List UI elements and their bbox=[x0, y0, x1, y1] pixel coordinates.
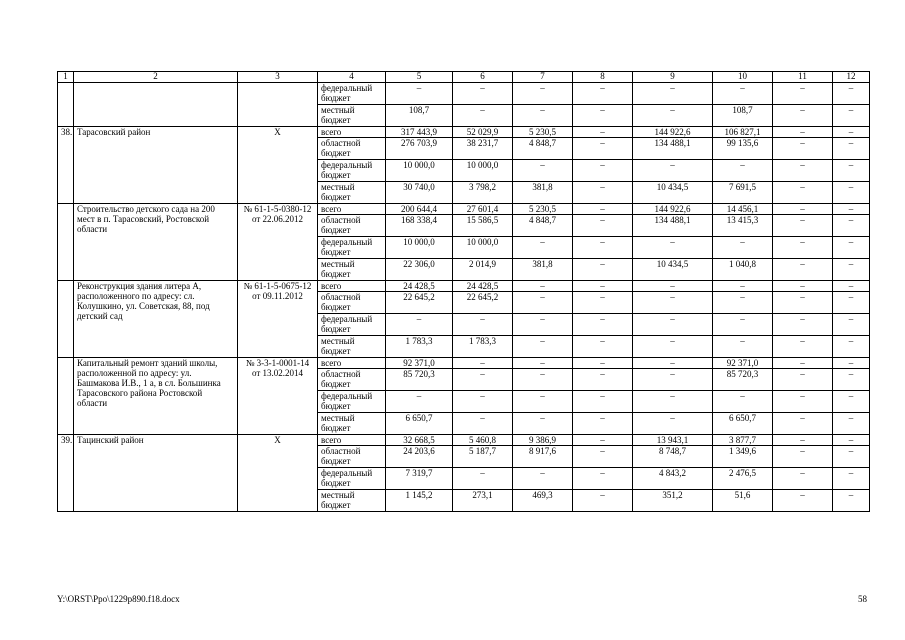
amount-cell: – bbox=[773, 292, 833, 314]
amount-cell: – bbox=[513, 160, 573, 182]
amount-cell: – bbox=[513, 391, 573, 413]
budget-type: федеральный бюджет bbox=[318, 314, 386, 336]
amount-cell: – bbox=[386, 314, 453, 336]
amount-cell: 7 691,5 bbox=[713, 182, 773, 204]
amount-cell: – bbox=[773, 413, 833, 435]
amount-cell: 6 650,7 bbox=[386, 413, 453, 435]
amount-cell: – bbox=[573, 391, 633, 413]
amount-cell: – bbox=[573, 336, 633, 358]
amount-cell: – bbox=[773, 259, 833, 281]
amount-cell: 10 000,0 bbox=[386, 160, 453, 182]
amount-cell: 1 783,3 bbox=[453, 336, 513, 358]
amount-cell: – bbox=[713, 292, 773, 314]
table-row bbox=[58, 435, 870, 446]
amount-cell: – bbox=[513, 369, 573, 391]
amount-cell: 317 443,9 bbox=[386, 127, 453, 138]
amount-cell: – bbox=[713, 83, 773, 105]
amount-cell: 200 644,4 bbox=[386, 204, 453, 215]
district-code: Х bbox=[238, 127, 318, 204]
budget-type: областной бюджет bbox=[318, 446, 386, 468]
amount-cell: – bbox=[833, 237, 870, 259]
amount-cell: – bbox=[453, 468, 513, 490]
amount-cell: – bbox=[773, 446, 833, 468]
amount-cell: 134 488,1 bbox=[633, 138, 713, 160]
amount-cell: – bbox=[773, 314, 833, 336]
amount-cell: 24 203,6 bbox=[386, 446, 453, 468]
amount-cell: 22 306,0 bbox=[386, 259, 453, 281]
amount-cell: – bbox=[633, 413, 713, 435]
amount-cell: – bbox=[573, 490, 633, 512]
district-code: Х bbox=[238, 435, 318, 512]
amount-cell: – bbox=[573, 160, 633, 182]
amount-cell: – bbox=[773, 369, 833, 391]
amount-cell: – bbox=[573, 435, 633, 446]
amount-cell: – bbox=[833, 105, 870, 127]
amount-cell: – bbox=[453, 358, 513, 369]
amount-cell: – bbox=[833, 369, 870, 391]
project-name: Капитальный ремонт зданий школы, расположенной по адресу: ул. Башмакова И.В., 1 а, в сл. Большинка Тарасовского района Ростовской области bbox=[74, 358, 238, 435]
budget-type: местный бюджет bbox=[318, 413, 386, 435]
amount-cell: – bbox=[453, 413, 513, 435]
amount-cell: 2 014,9 bbox=[453, 259, 513, 281]
amount-cell: 24 428,5 bbox=[453, 281, 513, 292]
amount-cell: – bbox=[573, 259, 633, 281]
blank-name bbox=[74, 83, 238, 127]
amount-cell: 8 748,7 bbox=[633, 446, 713, 468]
amount-cell: 1 349,6 bbox=[713, 446, 773, 468]
column-number: 4 bbox=[318, 72, 386, 83]
amount-cell: 134 488,1 bbox=[633, 215, 713, 237]
amount-cell: – bbox=[513, 336, 573, 358]
budget-type: местный бюджет bbox=[318, 105, 386, 127]
amount-cell: – bbox=[513, 314, 573, 336]
amount-cell: – bbox=[573, 138, 633, 160]
column-number: 6 bbox=[453, 72, 513, 83]
budget-type: всего bbox=[318, 127, 386, 138]
amount-cell: 8 917,6 bbox=[513, 446, 573, 468]
amount-cell: – bbox=[833, 259, 870, 281]
row-number bbox=[58, 358, 74, 435]
amount-cell: 381,8 bbox=[513, 182, 573, 204]
amount-cell: – bbox=[833, 215, 870, 237]
amount-cell: – bbox=[633, 391, 713, 413]
amount-cell: – bbox=[573, 292, 633, 314]
amount-cell: 4 848,7 bbox=[513, 138, 573, 160]
column-number: 3 bbox=[238, 72, 318, 83]
amount-cell: – bbox=[633, 314, 713, 336]
amount-cell: – bbox=[513, 468, 573, 490]
table-row bbox=[58, 358, 870, 369]
amount-cell: – bbox=[773, 490, 833, 512]
amount-cell: – bbox=[833, 358, 870, 369]
amount-cell: – bbox=[633, 160, 713, 182]
amount-cell: 4 843,2 bbox=[633, 468, 713, 490]
amount-cell: – bbox=[573, 468, 633, 490]
amount-cell: – bbox=[573, 83, 633, 105]
amount-cell: 273,1 bbox=[453, 490, 513, 512]
amount-cell: – bbox=[713, 237, 773, 259]
amount-cell: – bbox=[773, 336, 833, 358]
amount-cell: 38 231,7 bbox=[453, 138, 513, 160]
budget-type: местный бюджет bbox=[318, 182, 386, 204]
amount-cell: – bbox=[773, 468, 833, 490]
amount-cell: – bbox=[713, 391, 773, 413]
amount-cell: 144 922,6 bbox=[633, 127, 713, 138]
amount-cell: – bbox=[773, 281, 833, 292]
amount-cell: – bbox=[833, 138, 870, 160]
amount-cell: – bbox=[713, 336, 773, 358]
amount-cell: – bbox=[713, 281, 773, 292]
amount-cell: – bbox=[633, 336, 713, 358]
file-path: Y:\ORST\Ppo\1229p890.f18.docx bbox=[57, 594, 180, 604]
table-body bbox=[58, 72, 870, 512]
budget-type: всего bbox=[318, 281, 386, 292]
amount-cell: – bbox=[833, 160, 870, 182]
amount-cell: 27 601,4 bbox=[453, 204, 513, 215]
amount-cell: 5 230,5 bbox=[513, 127, 573, 138]
amount-cell: – bbox=[386, 83, 453, 105]
row-number bbox=[58, 83, 74, 127]
amount-cell: – bbox=[713, 160, 773, 182]
column-number: 1 bbox=[58, 72, 74, 83]
column-number: 7 bbox=[513, 72, 573, 83]
amount-cell: 15 586,5 bbox=[453, 215, 513, 237]
amount-cell: – bbox=[833, 204, 870, 215]
project-code: № 3-3-1-0001-14 от 13.02.2014 bbox=[238, 358, 318, 435]
budget-type: местный бюджет bbox=[318, 336, 386, 358]
amount-cell: 92 371,0 bbox=[713, 358, 773, 369]
amount-cell: 351,2 bbox=[633, 490, 713, 512]
amount-cell: 10 000,0 bbox=[453, 160, 513, 182]
amount-cell: 168 338,4 bbox=[386, 215, 453, 237]
table-row bbox=[58, 204, 870, 215]
amount-cell: 108,7 bbox=[713, 105, 773, 127]
amount-cell: – bbox=[386, 391, 453, 413]
amount-cell: – bbox=[573, 127, 633, 138]
amount-cell: 92 371,0 bbox=[386, 358, 453, 369]
amount-cell: – bbox=[773, 391, 833, 413]
amount-cell: 10 434,5 bbox=[633, 182, 713, 204]
amount-cell: – bbox=[453, 314, 513, 336]
budget-type: федеральный бюджет bbox=[318, 83, 386, 105]
amount-cell: – bbox=[773, 105, 833, 127]
amount-cell: – bbox=[573, 369, 633, 391]
amount-cell: – bbox=[633, 83, 713, 105]
budget-type: федеральный бюджет bbox=[318, 468, 386, 490]
amount-cell: – bbox=[513, 413, 573, 435]
budget-type: федеральный бюджет bbox=[318, 391, 386, 413]
project-code: № 61-1-5-0380-12 от 22.06.2012 bbox=[238, 204, 318, 281]
budget-type: областной бюджет bbox=[318, 292, 386, 314]
amount-cell: – bbox=[513, 83, 573, 105]
amount-cell: – bbox=[573, 182, 633, 204]
row-number bbox=[58, 204, 74, 281]
amount-cell: – bbox=[513, 281, 573, 292]
amount-cell: – bbox=[833, 490, 870, 512]
amount-cell: – bbox=[633, 358, 713, 369]
amount-cell: – bbox=[633, 369, 713, 391]
table-row bbox=[58, 83, 870, 105]
amount-cell: – bbox=[833, 314, 870, 336]
amount-cell: – bbox=[573, 358, 633, 369]
row-number: 39. bbox=[58, 435, 74, 512]
table-row bbox=[58, 127, 870, 138]
row-number bbox=[58, 281, 74, 358]
amount-cell: 24 428,5 bbox=[386, 281, 453, 292]
column-number-row bbox=[58, 72, 870, 83]
amount-cell: – bbox=[833, 83, 870, 105]
amount-cell: – bbox=[573, 215, 633, 237]
amount-cell: – bbox=[633, 105, 713, 127]
row-number: 38. bbox=[58, 127, 74, 204]
amount-cell: – bbox=[573, 314, 633, 336]
amount-cell: – bbox=[833, 182, 870, 204]
amount-cell: – bbox=[453, 391, 513, 413]
amount-cell: 381,8 bbox=[513, 259, 573, 281]
amount-cell: 85 720,3 bbox=[713, 369, 773, 391]
page-number: 58 bbox=[858, 594, 867, 604]
amount-cell: – bbox=[833, 292, 870, 314]
amount-cell: – bbox=[573, 413, 633, 435]
budget-type: местный бюджет bbox=[318, 259, 386, 281]
amount-cell: – bbox=[773, 237, 833, 259]
amount-cell: – bbox=[833, 281, 870, 292]
amount-cell: 10 000,0 bbox=[453, 237, 513, 259]
amount-cell: – bbox=[773, 127, 833, 138]
amount-cell: 1 145,2 bbox=[386, 490, 453, 512]
budget-type: областной бюджет bbox=[318, 369, 386, 391]
amount-cell: – bbox=[773, 138, 833, 160]
amount-cell: 2 476,5 bbox=[713, 468, 773, 490]
amount-cell: – bbox=[573, 446, 633, 468]
amount-cell: – bbox=[833, 468, 870, 490]
amount-cell: – bbox=[773, 204, 833, 215]
column-number: 2 bbox=[74, 72, 238, 83]
budget-type: областной бюджет bbox=[318, 215, 386, 237]
amount-cell: – bbox=[453, 83, 513, 105]
table-row bbox=[58, 281, 870, 292]
blank-code bbox=[238, 83, 318, 127]
amount-cell: 3 798,2 bbox=[453, 182, 513, 204]
amount-cell: – bbox=[453, 105, 513, 127]
amount-cell: 14 456,1 bbox=[713, 204, 773, 215]
amount-cell: – bbox=[833, 435, 870, 446]
amount-cell: – bbox=[713, 314, 773, 336]
amount-cell: – bbox=[573, 105, 633, 127]
amount-cell: 85 720,3 bbox=[386, 369, 453, 391]
amount-cell: 6 650,7 bbox=[713, 413, 773, 435]
amount-cell: 51,6 bbox=[713, 490, 773, 512]
amount-cell: 1 783,3 bbox=[386, 336, 453, 358]
amount-cell: 3 877,7 bbox=[713, 435, 773, 446]
amount-cell: – bbox=[773, 215, 833, 237]
amount-cell: 52 029,9 bbox=[453, 127, 513, 138]
budget-type: всего bbox=[318, 204, 386, 215]
budget-type: федеральный бюджет bbox=[318, 160, 386, 182]
amount-cell: 5 230,5 bbox=[513, 204, 573, 215]
amount-cell: 4 848,7 bbox=[513, 215, 573, 237]
amount-cell: 5 187,7 bbox=[453, 446, 513, 468]
amount-cell: 106 827,1 bbox=[713, 127, 773, 138]
amount-cell: – bbox=[773, 358, 833, 369]
amount-cell: – bbox=[513, 237, 573, 259]
budget-type: всего bbox=[318, 358, 386, 369]
amount-cell: – bbox=[833, 446, 870, 468]
amount-cell: 7 319,7 bbox=[386, 468, 453, 490]
column-number: 10 bbox=[713, 72, 773, 83]
amount-cell: – bbox=[833, 413, 870, 435]
amount-cell: – bbox=[833, 127, 870, 138]
column-number: 5 bbox=[386, 72, 453, 83]
district-name: Тацинский район bbox=[74, 435, 238, 512]
amount-cell: – bbox=[773, 83, 833, 105]
amount-cell: – bbox=[453, 369, 513, 391]
amount-cell: 30 740,0 bbox=[386, 182, 453, 204]
project-name: Строительство детского сада на 200 мест в п. Тарасовский, Ростовской области bbox=[74, 204, 238, 281]
column-number: 12 bbox=[833, 72, 870, 83]
amount-cell: 9 386,9 bbox=[513, 435, 573, 446]
amount-cell: – bbox=[633, 292, 713, 314]
amount-cell: 5 460,8 bbox=[453, 435, 513, 446]
amount-cell: 144 922,6 bbox=[633, 204, 713, 215]
amount-cell: – bbox=[773, 160, 833, 182]
amount-cell: 1 040,8 bbox=[713, 259, 773, 281]
amount-cell: – bbox=[573, 204, 633, 215]
amount-cell: – bbox=[573, 281, 633, 292]
budget-type: федеральный бюджет bbox=[318, 237, 386, 259]
amount-cell: – bbox=[633, 237, 713, 259]
column-number: 11 bbox=[773, 72, 833, 83]
amount-cell: 469,3 bbox=[513, 490, 573, 512]
amount-cell: – bbox=[513, 292, 573, 314]
project-code: № 61-1-5-0675-12 от 09.11.2012 bbox=[238, 281, 318, 358]
amount-cell: 276 703,9 bbox=[386, 138, 453, 160]
amount-cell: 108,7 bbox=[386, 105, 453, 127]
amount-cell: – bbox=[833, 391, 870, 413]
amount-cell: 32 668,5 bbox=[386, 435, 453, 446]
amount-cell: 99 135,6 bbox=[713, 138, 773, 160]
column-number: 9 bbox=[633, 72, 713, 83]
amount-cell: 13 943,1 bbox=[633, 435, 713, 446]
amount-cell: – bbox=[633, 281, 713, 292]
project-name: Реконструкция здания литера А, расположенного по адресу: сл. Колушкино, ул. Советская, 88, под детский сад bbox=[74, 281, 238, 358]
district-name: Тарасовский район bbox=[74, 127, 238, 204]
budget-type: всего bbox=[318, 435, 386, 446]
amount-cell: 13 415,3 bbox=[713, 215, 773, 237]
amount-cell: – bbox=[833, 336, 870, 358]
budget-table bbox=[57, 71, 870, 512]
amount-cell: 10 000,0 bbox=[386, 237, 453, 259]
amount-cell: – bbox=[773, 182, 833, 204]
column-number: 8 bbox=[573, 72, 633, 83]
amount-cell: 10 434,5 bbox=[633, 259, 713, 281]
amount-cell: – bbox=[513, 105, 573, 127]
budget-type: областной бюджет bbox=[318, 138, 386, 160]
amount-cell: – bbox=[573, 237, 633, 259]
amount-cell: – bbox=[513, 358, 573, 369]
amount-cell: 22 645,2 bbox=[453, 292, 513, 314]
budget-type: местный бюджет bbox=[318, 490, 386, 512]
amount-cell: 22 645,2 bbox=[386, 292, 453, 314]
amount-cell: – bbox=[773, 435, 833, 446]
